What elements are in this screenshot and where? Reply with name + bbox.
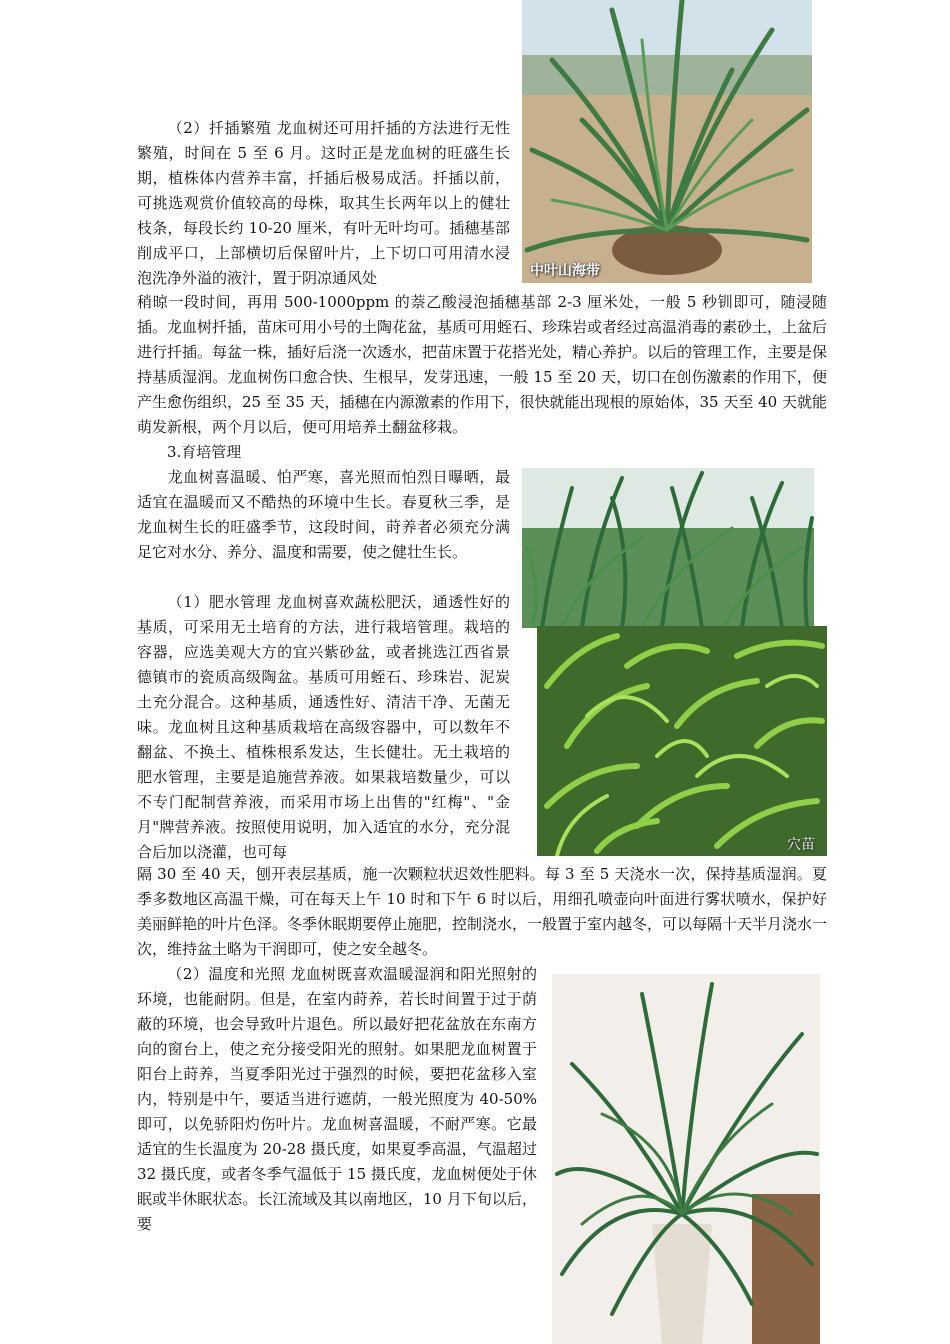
photo-potted-plant-image	[522, 0, 812, 283]
paragraph-fertilizer-text-wrapped: （1）肥水管理 龙血树喜欢蔬松肥沃，通透性好的基质，可采用无土培育的方法，进行栽培管理。栽培的容器，应选美观大方的宜兴紫砂盆，或者挑选江西省景德镇市的瓷质高级陶盆。基质可用蛭石、珍珠岩、泥炭土充分混合。这种基质，通透性好、清洁干净、无菌无味。龙血树且这种基质栽培在高级容器中，可以数年不翻盆、不换土、植株根系发达，生长健壮。无土栽培的肥水管理，主要是追施营养液。如果栽培数量少，可以不专门配制营养液，而采用市场上出售的"红梅"、"金月"牌营养液。按照使用说明，加入适宜的水分，充分混合后加以浇灌，也可每	[137, 593, 510, 861]
photo-plug-seedlings-caption: 穴苗	[787, 837, 815, 853]
photo-vase-plant-image	[552, 974, 820, 1344]
photo-seedling-field-image	[522, 468, 814, 628]
paragraph-fertilizer-wrapped	[137, 590, 510, 865]
photo-plug-seedlings-image	[537, 626, 827, 856]
heading-cultivation	[137, 440, 827, 465]
paragraph-cutting-propagation-wrapped	[137, 116, 510, 291]
photo-vase-plant	[552, 974, 820, 1344]
paragraph-cultivation-intro	[137, 465, 510, 565]
photo-potted-plant-caption: 中叶山海带	[530, 263, 600, 279]
paragraph-cutting-text-wrapped: （2）扦插繁殖 龙血树还可用扦插的方法进行无性繁殖，时间在 5 至 6 月。这时正是龙血树的旺盛生长期，植株体内营养丰富，扦插后极易成活。扦插以前，可挑选观赏价值较高的母株，取其生长两年以上的健壮枝条，每段长约 10-20 厘米，有叶无叶均可。插穗基部削成平口，上部横切后保留叶片，上下切口可用清水浸泡洗净外溢的液汁，置于阴凉通风处	[137, 119, 510, 287]
paragraph-temperature-text: （2）温度和光照 龙血树既喜欢温暖湿润和阳光照射的环境，也能耐阴。但是，在室内莳养，若长时间置于过于荫蔽的环境，也会导致叶片退色。所以最好把花盆放在东南方向的窗台上，使之充分接受阳光的照射。如果肥龙血树置于阳台上莳养，当夏季阳光过于强烈的时候，要把花盆移入室内，特别是中午，要适当进行遮荫，一般光照度为 40-50%即可，以免骄阳灼伤叶片。龙血树喜温暖，不耐严寒。它最适宜的生长温度为 20-28 摄氏度，如果夏季高温，气温超过 32 摄氏度，或者冬季气温低于 15 摄氏度，龙血树便处于休眠或半休眠状态。长江流域及其以南地区，10 月下旬以后，要	[137, 965, 537, 1233]
heading-cultivation-text: 3.育培管理	[167, 443, 242, 461]
photo-plug-seedlings	[537, 626, 827, 856]
paragraph-cutting-propagation-full: 稍晾一段时间，再用 500-1000ppm 的萘乙酸浸泡插穗基部 2-3 厘米处，一般 5 秒钏即可，随浸随插。龙血树扦插，苗床可用小号的土陶花盆，基质可用蛭石、珍珠岩或者经过高温消毒的素砂土，上盆后进行扦插。每盆一株，插好后浇一次透水，把苗床置于花搭光处，精心养护。以后的管理工作，主要是保持基质湿润。龙血树伤口愈合快、生根早，发芽迅速，一般 15 至 20 天，切口在创伤激素的作用下，便产生愈伤组织，25 至 35 天，插穗在内源激素的作用下，很快就能出现根的原始体，35 天至 40 天就能萌发新根，两个月以后，便可用培养土翻盆移栽。	[137, 293, 828, 436]
paragraph-cultivation-intro-text: 龙血树喜温暖、怕严寒，喜光照而怕烈日曝晒，最适宜在温暖而又不酷热的环境中生长。春夏秋三季，是龙血树生长的旺盛季节，这段时间，莳养者必须充分满足它对水分、养分、温度和需要，使之健壮生长。	[137, 468, 510, 561]
paragraph-temperature-light	[137, 962, 537, 1237]
photo-seedling-field	[522, 468, 814, 628]
paragraph-fertilizer-full: 隔 30 至 40 天，刨开表层基质，施一次颗粒状迟效性肥料。每 3 至 5 天浇水一次，保持基质湿润。夏季多数地区高温干燥，可在每天上午 10 时和下午 6 时以后，用细孔喷壶向叶面进行雾状喷水，保护好美丽鲜艳的叶片色泽。冬季休眠期要停止施肥，控制浇水，一般置于室内越冬，可以每隔十天半月浇水一次，维持盆土略为干润即可，使之安全越冬。	[137, 865, 828, 958]
photo-potted-plant	[522, 0, 812, 283]
